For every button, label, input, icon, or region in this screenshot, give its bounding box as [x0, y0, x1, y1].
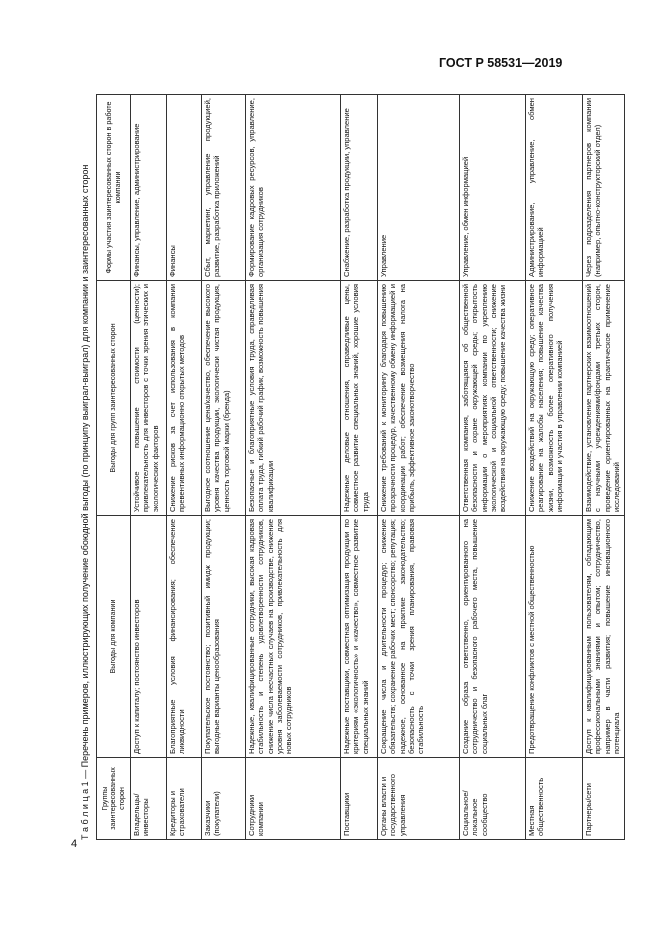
document-header: ГОСТ Р 58531—2019 — [439, 56, 563, 70]
cell-company-benefit: Доступ к капиталу; постоянство инвесторов — [131, 516, 167, 758]
cell-group: Местная общественность — [526, 758, 583, 840]
table-row — [583, 95, 625, 840]
rotated-table-page — [74, 95, 624, 840]
cell-company-benefit: Создание образа ответственно, ориентированного на сотрудничество и безопасного рабочего места, повышение социальных благ — [460, 516, 526, 758]
cell-stakeholder-benefit: Надежные деловые отношения, справедливые цены, совместное развитие специальных знаний, хорошие условия труда — [341, 281, 378, 516]
cell-group: Владельцы/ инвесторы — [131, 758, 167, 840]
cell-stakeholder-benefit: Устойчивое повышение стоимости (ценности); привлекательность для инвесторов с точки зрения этических и экологических факторов — [131, 281, 167, 516]
cell-group: Кредиторы и страхователи — [167, 758, 202, 840]
cell-participation-form: Управление, обмен информацией — [460, 95, 526, 281]
cell-stakeholder-benefit: Выгодное соотношение цена/качество, обеспечение высокого уровня качества продукции, экологически чистая продукция, ценность торговой марки (бренда) — [202, 281, 246, 516]
cell-stakeholder-benefit: Взаимодействие, установление партнерских взаимоотношений с научными учреждениями/фондами третьих сторон, проведение ориентированных на практическое применение исследований — [583, 281, 625, 516]
cell-group: Поставщики — [341, 758, 378, 840]
cell-participation-form: Управление — [378, 95, 460, 281]
cell-participation-form: Через подразделения партнеров компании (например, опытно-конструкторский отдел) — [583, 95, 625, 281]
cell-group: Органы власти и государственного управления — [378, 758, 460, 840]
cell-stakeholder-benefit: Безопасные и благоприятные условия труда, справедливая оплата труда, гибкий рабочий график, возможность повышения квалификации — [246, 281, 341, 516]
table-row — [202, 95, 246, 840]
table-header-row — [97, 95, 131, 840]
header-company-benefits: Выгоды для компании — [97, 516, 131, 758]
cell-participation-form: Формирование кадровых ресурсов, управление, организация сотрудников — [246, 95, 341, 281]
cell-group: Партнеры/сети — [583, 758, 625, 840]
cell-company-benefit: Благоприятные условия финансирования; обеспечение ликвидности — [167, 516, 202, 758]
cell-group: Сотрудники компании — [246, 758, 341, 840]
table-row — [526, 95, 583, 840]
cell-participation-form: Финансы — [167, 95, 202, 281]
header-groups: Группы заинтересованных сторон — [97, 758, 131, 840]
stakeholder-benefits-table — [96, 94, 625, 840]
cell-company-benefit: Сокращение числа и длительности процедур; снижение обязательств; сохранение рабочих мест; спонсорство; репутация; надежное, основанное на практике законодательство; безопасность с точки зрения планирования, правовая стабильность — [378, 516, 460, 758]
cell-stakeholder-benefit: Снижение воздействий на окружающую среду; оперативное реагирование на жалобы населения; повышение качества жизни, возможность более оперативного получения информации и участия в управлении компанией — [526, 281, 583, 516]
cell-company-benefit: Покупательское постоянство; позитивный имидж продукции; выгодные варианты ценообразования — [202, 516, 246, 758]
table-caption: Т а б л и ц а 1 — Перечень примеров, иллюстрирующих получение обоюдной выгоды (по принципу выиграл-выиграл) для компании и заинтересованных сторон — [80, 164, 90, 840]
cell-stakeholder-benefit: Ответственная компания, заботящаяся об общественной безопасности и охране окружающей среды; открытость информации о мероприятиях компании по укреплению экологической и социальной ответственности; снижение воздействия на окружающую среду; повышение качества жизни — [460, 281, 526, 516]
table-row — [246, 95, 341, 840]
cell-company-benefit: Надежные, квалифицированные сотрудники, высокая кадровая стабильность и степень удовлетворенности сотрудников, снижение числа несчастных случаев на производстве, снижение уровня заболеваемости сотрудников, привлекательность для новых сотрудников — [246, 516, 341, 758]
cell-company-benefit: Надежные поставщики, совместная оптимизация продукции по критериям «экологичность» и «качество», совместное развитие специальных знаний — [341, 516, 378, 758]
cell-company-benefit: Доступ к квалифицированным пользователям, обладающим профессиональными знаниями и опытом; сотрудничество, например в части развития; повышение инновационного потенциала — [583, 516, 625, 758]
header-participation-forms: Формы участия заинтересованных сторон в работе компании — [97, 95, 131, 281]
page-number: 4 — [71, 838, 78, 850]
table-row — [341, 95, 378, 840]
cell-group: Заказчики (покупатели) — [202, 758, 246, 840]
cell-stakeholder-benefit: Снижение рисков за счет использования в компании превентивных информационно открытых методов — [167, 281, 202, 516]
table-row — [167, 95, 202, 840]
cell-participation-form: Сбыт, маркетинг, управление продукцией, развитие, разработка приложений — [202, 95, 246, 281]
cell-company-benefit: Предотвращение конфликтов с местной общественностью — [526, 516, 583, 758]
header-stakeholder-benefits: Выгоды для групп заинтересованных сторон — [97, 281, 131, 516]
cell-group: Социальное/ локальное сообщество — [460, 758, 526, 840]
table-row — [460, 95, 526, 840]
table-row — [378, 95, 460, 840]
cell-participation-form: Администрирование, управление, обмен информацией — [526, 95, 583, 281]
table-row — [131, 95, 167, 840]
cell-participation-form: Финансы, управление, администрирование — [131, 95, 167, 281]
cell-participation-form: Снабжение, разработка продукции, управление — [341, 95, 378, 281]
cell-stakeholder-benefit: Снижение требований к мониторингу благодаря повышению прозрачности процедур, качественному обмену информацией и координации работ; обеспечение возмещения налога на прибыль, эффективное законотворчество — [378, 281, 460, 516]
